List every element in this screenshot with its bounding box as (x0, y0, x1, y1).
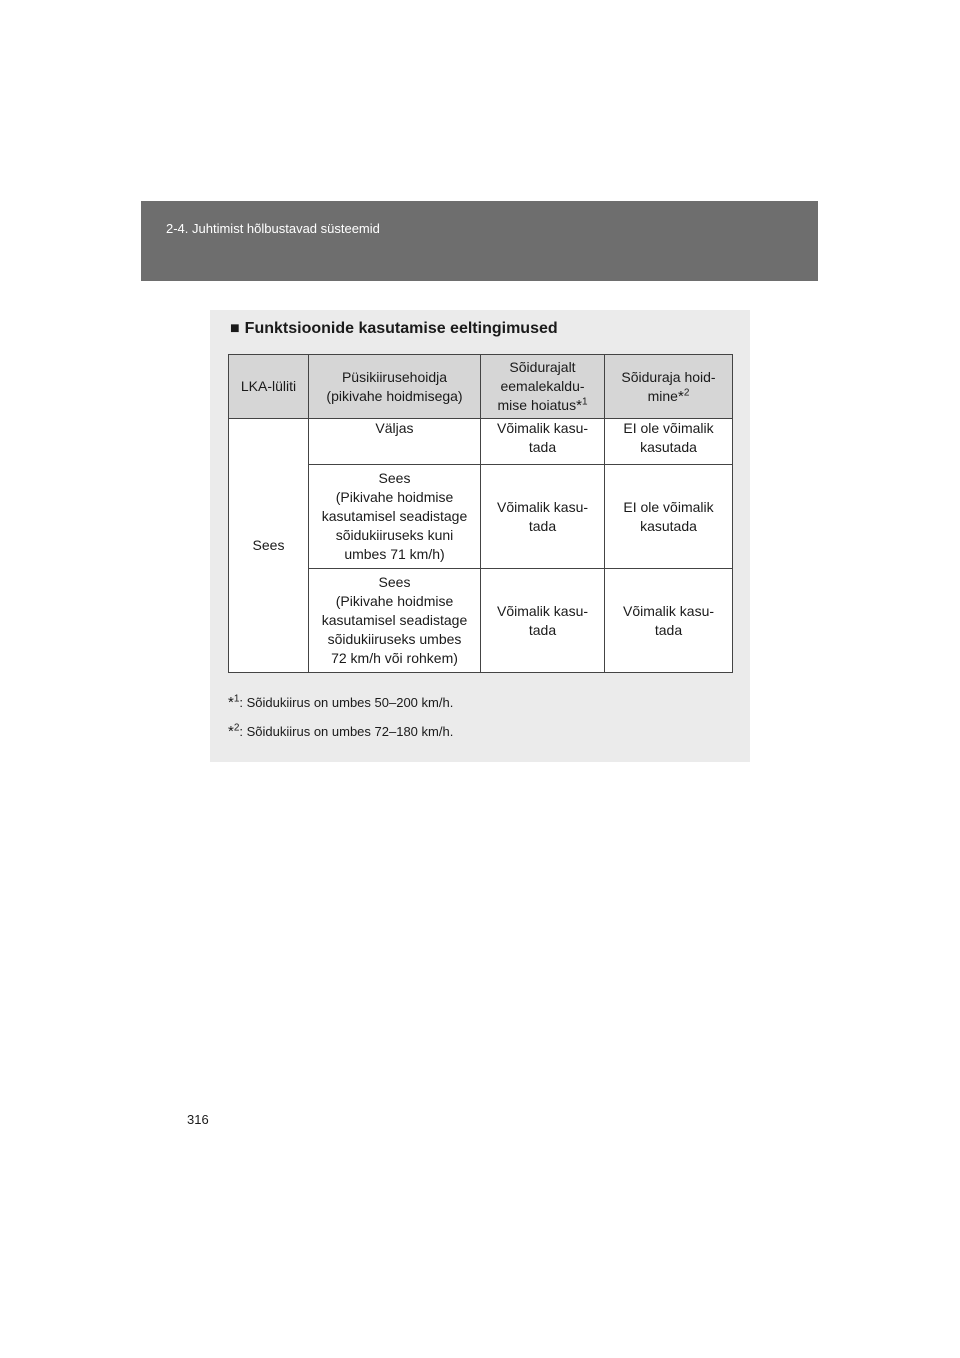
cruise-cell: Sees (Pikivahe hoidmise kasutamisel seadistage sõidukiiruseks umbes 72 km/h või rohkem) (309, 569, 481, 673)
keeping-cell: Võimalik kasu- tada (605, 569, 733, 673)
section-title (230, 320, 558, 338)
square-bullet-icon: ■ (230, 320, 240, 337)
header-cruise-control: Püsikiirusehoidja (pikivahe hoidmisega) (309, 355, 481, 419)
header-lka-switch: LKA-lüliti (229, 355, 309, 419)
table-header-row (229, 355, 733, 419)
asterisk-icon: * (576, 397, 582, 414)
table-row (229, 419, 733, 465)
page-number: 316 (187, 1112, 209, 1127)
lka-switch-value: Sees (229, 419, 309, 673)
asterisk-icon: * (677, 387, 684, 405)
asterisk-icon: * (228, 694, 234, 711)
header-lane-departure-alert: Sõidurajalt eemalekaldu- mise hoiatus*$^1$ (481, 355, 605, 419)
cruise-cell: Väljas (309, 419, 481, 465)
footnote-2: *$^2$: Sõidukiirus on umbes 72–180 km/h. (228, 722, 454, 740)
requirements-table (228, 354, 733, 673)
footnote-1: *$^1$: Sõidukiirus on umbes 50–200 km/h. (228, 693, 454, 711)
section-header-bar (141, 201, 818, 281)
section-header-title: 2-4. Juhtimist hõlbustavad süsteemid (166, 221, 380, 236)
asterisk-icon: * (228, 723, 234, 740)
departure-cell: Võimalik kasu- tada (481, 569, 605, 673)
cruise-cell: Sees (Pikivahe hoidmise kasutamisel seadistage sõidukiiruseks kuni umbes 71 km/h) (309, 465, 481, 569)
keeping-cell: EI ole võimalik kasutada (605, 465, 733, 569)
section-title-text: Funktsioonide kasutamise eeltingimused (244, 320, 558, 337)
departure-cell: Võimalik kasu- tada (481, 465, 605, 569)
keeping-cell: EI ole võimalik kasutada (605, 419, 733, 465)
header-lane-keeping: Sõiduraja hoid- mine*$^2$ (605, 355, 733, 419)
departure-cell: Võimalik kasu- tada (481, 419, 605, 465)
requirements-panel (210, 310, 750, 762)
